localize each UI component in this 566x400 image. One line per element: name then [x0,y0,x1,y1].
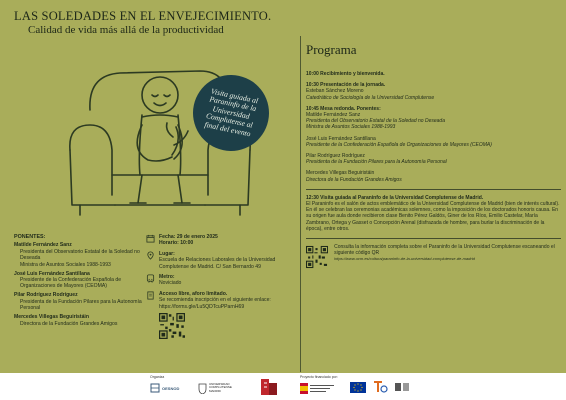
oesnod-mark-icon [150,383,160,393]
metro-icon [146,274,155,283]
ucm-text: UNIVERSIDAD COMPLUTENSE MADRID [209,381,232,393]
program-item [306,106,561,131]
registration-qr-icon[interactable] [159,313,185,339]
funding-logo [394,381,410,394]
rl-mark-icon [258,377,280,397]
oesnod-logo [150,381,192,395]
ponentes-heading: PONENTES: [14,234,46,240]
gobierno-logo [300,382,340,394]
program-speaker-role: Catedrático de Sociología de la Universidad Complutense [306,94,435,101]
ponentes-section [14,234,149,330]
program-divider [306,238,561,239]
location-label: Lugar: [159,250,175,257]
program-item [306,71,561,77]
page-subtitle: Calidad de vida más allá de la productividad [28,24,224,36]
program-speaker-name: José Luis Fernández Santillana [306,135,376,142]
location-row [146,251,296,270]
ponente-name: Matilde Fernández Sanz [14,242,72,249]
program-speaker-role: Presidenta de la Fundación Pilares para la Autonomía Personal [306,159,447,166]
programa-section [306,42,561,270]
paraninfo-qr-text: Consulta la información completa sobre el Paraninfo de la Universidad Complutense escaneando el siguiente código QR [334,244,555,257]
access-label: Acceso libre, aforo limitado. [159,290,228,297]
programa-heading: Programa [306,42,357,57]
registration-link[interactable]: https://forms.gle/Lu5QDTcuPParnH69 [159,303,245,310]
paraninfo-qr-row [306,244,561,270]
access-text: Se recomienda inscripción en el siguiente enlace: [159,297,271,304]
ucm-crest-icon [198,383,207,394]
program-item [306,136,561,148]
program-item-title: 12:30 Visita guiada al Paraninfo de la Universidad Complutense de Madrid. [306,194,484,201]
relaciones-laborales-logo [258,377,280,397]
ponente-role: Presidenta del Observatorio Estatal de la Soledad no Deseada [20,248,140,262]
oesnod-text: OESNOD [162,385,180,391]
metro-label: Metro: [159,274,175,281]
program-speaker-role: Directora de la Fundación Grandes Amigos [306,176,402,183]
page-title: LAS SOLEDADES EN EL ENVEJECIMIENTO. [14,9,272,23]
financiado-label: Proyecto financiado por: [300,375,338,379]
program-speaker-name: Pilar Rodríguez Rodríguez [306,153,365,160]
ucm-logo [198,381,244,395]
ponente-item [14,271,149,290]
event-info [146,234,296,345]
ponente-extra: Ministra de Asuntos Sociales 1988-1993 [20,261,111,268]
ponente-role: Presidente de la Confederación Española de Organizaciones de Mayores (CEOMA) [20,277,122,290]
metro-row [146,274,296,287]
ponente-role: Directora de la Fundación Grandes Amigos [20,320,118,327]
access-row [146,291,296,342]
program-item-title: 10:30 Presentación de la jornada. [306,82,386,89]
eu-flag-icon [350,382,366,393]
date-row [146,234,296,247]
program-item-title: 10:45 Mesa redonda. Ponentes: [306,105,381,112]
program-speaker-role: Presidente de la Confederación Española de Organizaciones de Mayores (CEOMA) [306,141,492,148]
program-divider [306,189,561,190]
badge-text: Visita guiada al Paraninfo de la Universidad Complutense al final del evento [203,86,260,139]
event-time: Horario: 10:00 [159,240,194,247]
program-speaker-name: Matilde Fernández Sanz [306,112,361,119]
gobierno-flag-icon [300,383,308,394]
paraninfo-link[interactable]: https://www.ucm.es/cultura/paraninfo-de-la-universidad-complutense-de-madrid [334,256,475,262]
location-pin-icon [146,251,155,260]
ponente-role: Presidenta de la Fundación Pilares para la Autonomía Personal [20,298,142,312]
program-item [306,195,561,232]
ponente-name: José Luis Fernández Santillana [14,270,90,277]
program-item [306,82,561,101]
ministerio-text-icon [308,383,336,393]
program-speaker-name: Mercedes Villegas Beguiristáin [306,170,375,177]
paraninfo-qr-icon[interactable] [306,244,328,270]
eu-flag-logo [350,382,366,394]
event-date: Fecha: 29 de enero 2025 [159,234,218,240]
program-item-title: 10:00 Recibimiento y bienvenida. [306,71,385,77]
document-icon [146,291,155,300]
program-speaker-name: Esteban Sánchez Moreno [306,88,364,95]
program-speaker-role: Ministra de Asuntos Sociales 1988-1993 [306,124,396,131]
prtr-logo [372,380,388,395]
footer-logos [0,373,566,400]
calendar-icon [146,234,155,243]
program-speaker-role: Presidenta del Observatorio Estatal de la Soledad no Deseada [306,118,445,125]
metro-text: Noviciado [159,280,182,287]
program-item [306,153,561,165]
funding-mark-icon [394,381,410,393]
page-title-block [14,9,304,37]
organiza-label: Organiza [150,375,165,379]
program-item-text: El Paraninfo es el salón de actos emblemático de la Universidad Complutense de Madrid (bien de interés cultural). En él se celebran las ceremonias académicas solemnes, como la imposición de los doctorados honoris causa. En su origen fue aula donde recibieron clase Benito Pérez Galdós, Giner de los Ríos, Emilio Castelar, María Zambrano, Ortega y Gasset o Concepción Arenal (disfrazada de hombre, para burlar la discriminación de la época), entre otros. [306,201,560,232]
program-item [306,170,561,182]
location-text: Escuela de Relaciones Laborales de la Universidad Complutense de Madrid. C/ San Bernardo 49 [159,257,276,270]
ponente-item [14,292,149,311]
ponente-item [14,314,149,327]
ponente-name: Mercedes Villegas Beguiristáin [14,314,89,321]
ponente-name: Pilar Rodríguez Rodríguez [14,292,78,299]
section-divider [300,36,301,372]
ponente-item [14,242,149,268]
prtr-mark-icon [372,380,388,394]
